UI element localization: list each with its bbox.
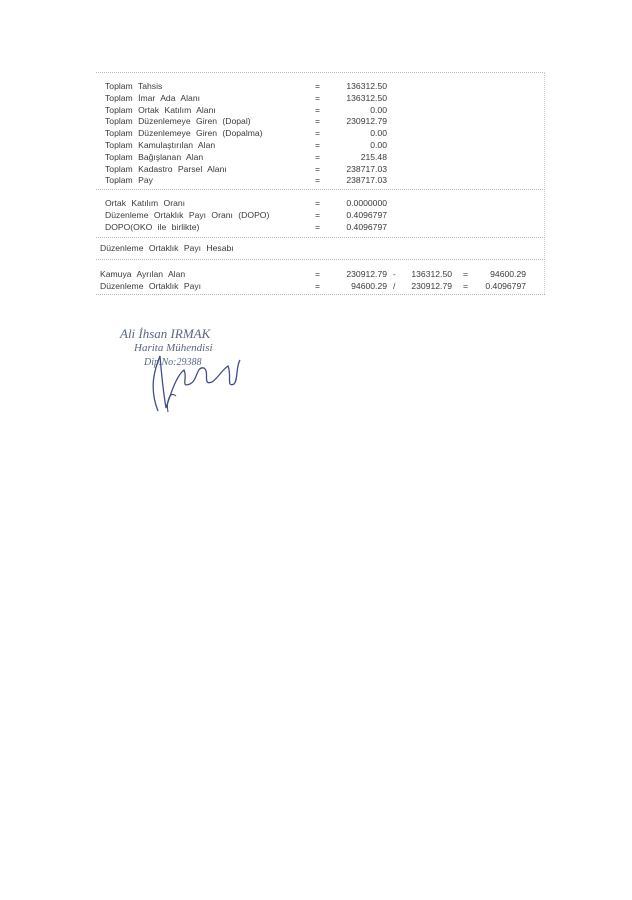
- result-value: 0.4096797: [485, 281, 526, 291]
- operand-a: 94600.29: [351, 281, 387, 291]
- table-row: [96, 152, 545, 162]
- row-value: 0.00: [370, 104, 387, 115]
- equals-sign: =: [315, 198, 321, 208]
- row-value: 238717.03: [346, 175, 387, 186]
- equals-sign: =: [315, 281, 321, 291]
- row-label: Toplam Tahsis: [105, 81, 163, 91]
- handwritten-signature-icon: [118, 326, 258, 421]
- equals-sign: =: [315, 140, 321, 150]
- table-row: [96, 81, 545, 91]
- row-value: 0.4096797: [346, 221, 387, 232]
- equals-sign: =: [315, 92, 321, 103]
- diploma-number: Dip.No:29388: [144, 357, 202, 368]
- result-value: 94600.29: [490, 269, 526, 279]
- row-label: Toplam Kadastro Parsel Alanı: [105, 163, 227, 174]
- table-row: [96, 281, 545, 291]
- divider: [96, 259, 545, 260]
- row-label: Kamuya Ayrılan Alan: [100, 269, 186, 279]
- table-row: [96, 116, 545, 126]
- row-value: 0.4096797: [346, 209, 387, 220]
- equals-sign: =: [315, 209, 321, 220]
- equals-sign: =: [315, 175, 321, 186]
- table-row: [96, 175, 545, 185]
- engineer-name: Ali İhsan IRMAK: [120, 326, 211, 341]
- result-equals: =: [463, 281, 469, 291]
- row-value: 230912.79: [346, 116, 387, 127]
- operand-b: 230912.79: [411, 281, 452, 291]
- equals-sign: =: [315, 151, 321, 162]
- row-label: Toplam Pay: [105, 175, 153, 186]
- row-value: 0.0000000: [346, 198, 387, 208]
- equals-sign: =: [315, 128, 321, 139]
- row-label: Düzenleme Ortaklık Payı: [100, 281, 202, 291]
- table-row: [96, 105, 545, 115]
- table-row: [96, 140, 545, 150]
- operand-b: 136312.50: [411, 269, 452, 279]
- row-value: 136312.50: [346, 92, 387, 103]
- row-label: Toplam Düzenlemeye Giren (Dopalma): [105, 128, 263, 139]
- signature-block: [118, 326, 258, 421]
- engineer-title: Harita Mühendisi: [134, 342, 213, 354]
- row-value: 238717.03: [346, 163, 387, 174]
- row-label: Toplam Kamulaştırılan Alan: [105, 140, 216, 150]
- divider: [96, 237, 545, 238]
- divider: [96, 72, 545, 73]
- table-row: [96, 128, 545, 138]
- operator: -: [393, 269, 396, 279]
- table-row: [96, 164, 545, 174]
- table-row: [96, 269, 545, 279]
- equals-sign: =: [315, 116, 321, 127]
- equals-sign: =: [315, 163, 321, 174]
- row-label: Toplam Düzenlemeye Giren (Dopal): [105, 116, 251, 127]
- operand-a: 230912.79: [346, 269, 387, 279]
- table-row: [96, 198, 545, 208]
- row-label: Toplam İmar Ada Alanı: [105, 92, 200, 103]
- row-label: DOPO(OKO ile birlikte): [105, 221, 200, 232]
- operator: /: [393, 281, 396, 291]
- row-value: 215.48: [360, 151, 387, 162]
- equals-sign: =: [315, 104, 321, 115]
- row-label: Düzenleme Ortaklık Payı Oranı (DOPO): [105, 209, 270, 220]
- row-label: Toplam Ortak Katılım Alanı: [105, 104, 216, 115]
- table-row: [96, 210, 545, 220]
- table-row: [96, 93, 545, 103]
- row-label: Toplam Bağışlanan Alan: [105, 151, 204, 162]
- divider: [96, 294, 545, 295]
- table-row: [96, 222, 545, 232]
- equals-sign: =: [315, 221, 321, 232]
- result-equals: =: [463, 269, 469, 279]
- equals-sign: =: [315, 269, 321, 279]
- divider: [96, 189, 545, 190]
- row-value: 136312.50: [346, 81, 387, 91]
- row-value: 0.00: [370, 128, 387, 139]
- row-value: 0.00: [370, 140, 387, 150]
- equals-sign: =: [315, 81, 321, 91]
- section-title: Düzenleme Ortaklık Payı Hesabı: [100, 243, 234, 253]
- row-label: Ortak Katılım Oranı: [105, 198, 186, 208]
